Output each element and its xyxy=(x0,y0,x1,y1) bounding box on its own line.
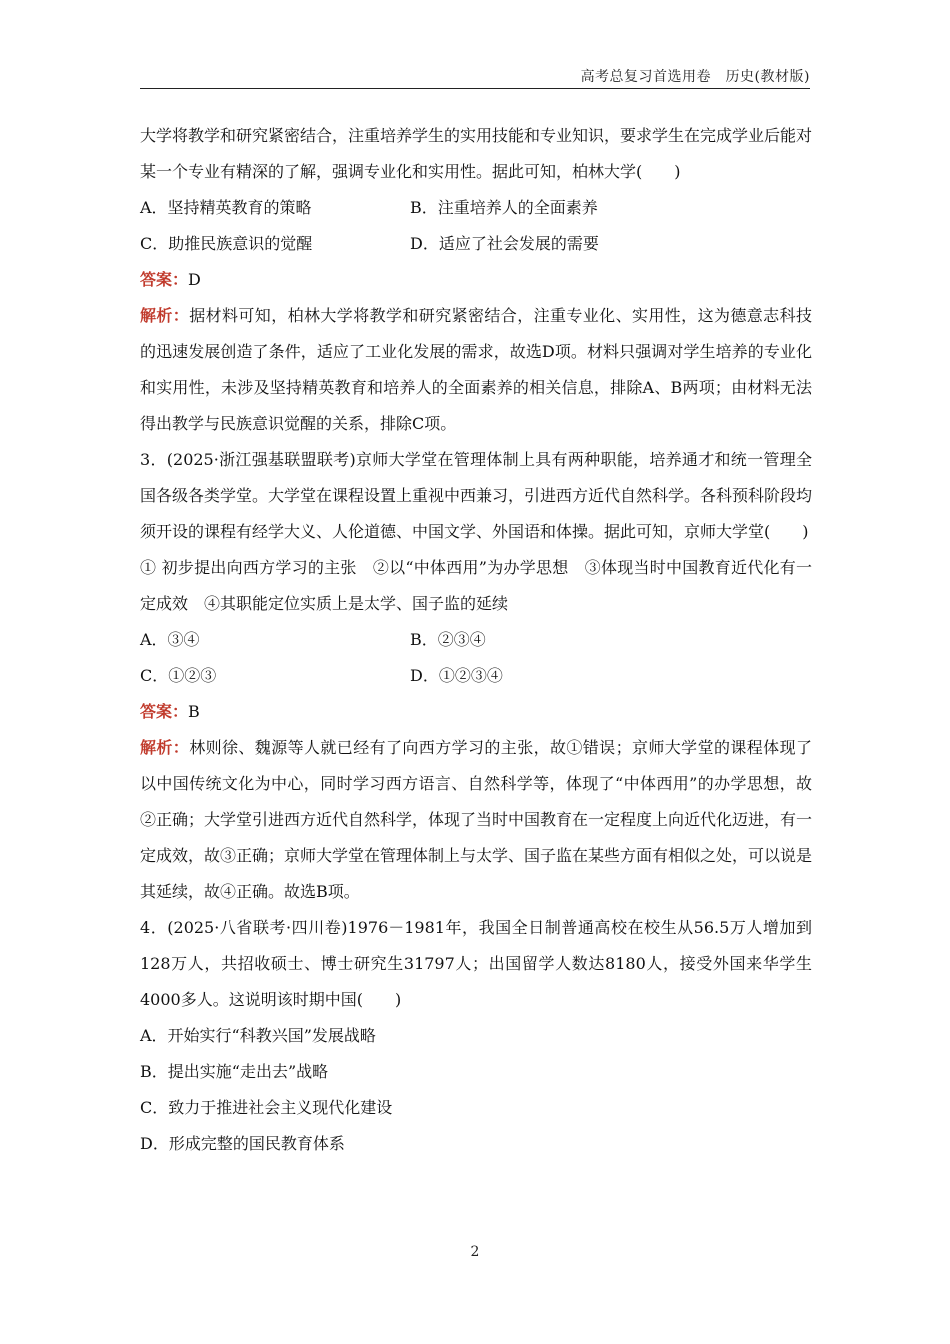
q3-option-a: A．③④ xyxy=(140,630,200,649)
q3-answer xyxy=(140,694,812,730)
q2-answer-value: D xyxy=(188,270,201,289)
q2-options-row-1 xyxy=(140,190,812,226)
q2-answer xyxy=(140,262,812,298)
q2-stem-continuation: 大学将教学和研究紧密结合，注重培养学生的实用技能和专业知识，要求学生在完成学业后能对某一个专业有精深的了解，强调专业化和实用性。据此可知，柏林大学( ) xyxy=(140,126,813,181)
q3-analysis-label: 解析： xyxy=(140,738,190,757)
q3-analysis-text: 林则徐、魏源等人就已经有了向西方学习的主张，故①错误；京师大学堂的课程体现了以中国传统文化为中心，同时学习西方语言、自然科学等，体现了“中体西用”的办学思想，故②正确；大学堂引进西方近代自然科学，体现了当时中国教育在一定程度上向近代化迈进，有一定成效，故③正确；京师大学堂在管理体制上与太学、国子监在某些方面有相似之处，可以说是其延续，故④正确。故选B项。 xyxy=(140,738,813,901)
q3-answer-value: B xyxy=(188,702,200,721)
page-header: 高考总复习首选用卷 历史(教材版) xyxy=(580,69,810,85)
q3-option-d: D．①②③④ xyxy=(410,666,503,685)
header-divider xyxy=(140,88,810,89)
q3-answer-label: 答案： xyxy=(140,702,189,721)
q4-option-b: B．提出实施“走出去”战略 xyxy=(140,1062,329,1081)
q3-items: ① 初步提出向西方学习的主张 ②以“中体西用”为办学思想 ③体现当时中国教育近代化有一定成效 ④其职能定位实质上是太学、国子监的延续 xyxy=(140,558,812,613)
q3-options-row-1 xyxy=(140,622,812,658)
q2-options-row-2 xyxy=(140,226,812,262)
q4-option-a: A．开始实行“科教兴国”发展战略 xyxy=(140,1026,376,1045)
q2-option-c: C．助推民族意识的觉醒 xyxy=(140,234,313,253)
q4-option-d: D．形成完整的国民教育体系 xyxy=(140,1134,345,1153)
q2-option-a: A．坚持精英教育的策略 xyxy=(140,198,312,217)
q2-answer-label: 答案： xyxy=(140,270,189,289)
page-number: 2 xyxy=(470,1244,480,1260)
q3-analysis xyxy=(140,730,812,910)
page-content xyxy=(140,118,812,1162)
q3-options-row-2 xyxy=(140,658,812,694)
q3-stem: 3．(2025·浙江强基联盟联考)京师大学堂在管理体制上具有两种职能，培养通才和统一管理全国各级各类学堂。大学堂在课程设置上重视中西兼习，引进西方近代自然科学。各科预科阶段均须开设的课程有经学大义、人伦道德、中国文学、外国语和体操。据此可知，京师大学堂( ) xyxy=(140,450,813,541)
q2-option-b: B．注重培养人的全面素养 xyxy=(410,198,598,217)
q2-option-d: D．适应了社会发展的需要 xyxy=(410,234,599,253)
q3-option-c: C．①②③ xyxy=(140,666,217,685)
q3-option-b: B．②③④ xyxy=(410,630,486,649)
q2-analysis-label: 解析： xyxy=(140,306,190,325)
q2-analysis xyxy=(140,298,812,442)
q4-stem: 4．(2025·八省联考·四川卷)1976－1981年，我国全日制普通高校在校生从56.5万人增加到128万人，共招收硕士、博士研究生31797人；出国留学人数达8180人，接受外国来华学生4000多人。这说明该时期中国( ) xyxy=(140,918,812,1009)
q2-analysis-text: 据材料可知，柏林大学将教学和研究紧密结合，注重专业化、实用性，这为德意志科技的迅速发展创造了条件，适应了工业化发展的需求，故选D项。材料只强调对学生培养的专业化和实用性，未涉及坚持精英教育和培养人的全面素养的相关信息，排除A、B两项；由材料无法得出教学与民族意识觉醒的关系，排除C项。 xyxy=(140,306,812,433)
q4-option-c: C．致力于推进社会主义现代化建设 xyxy=(140,1098,393,1117)
